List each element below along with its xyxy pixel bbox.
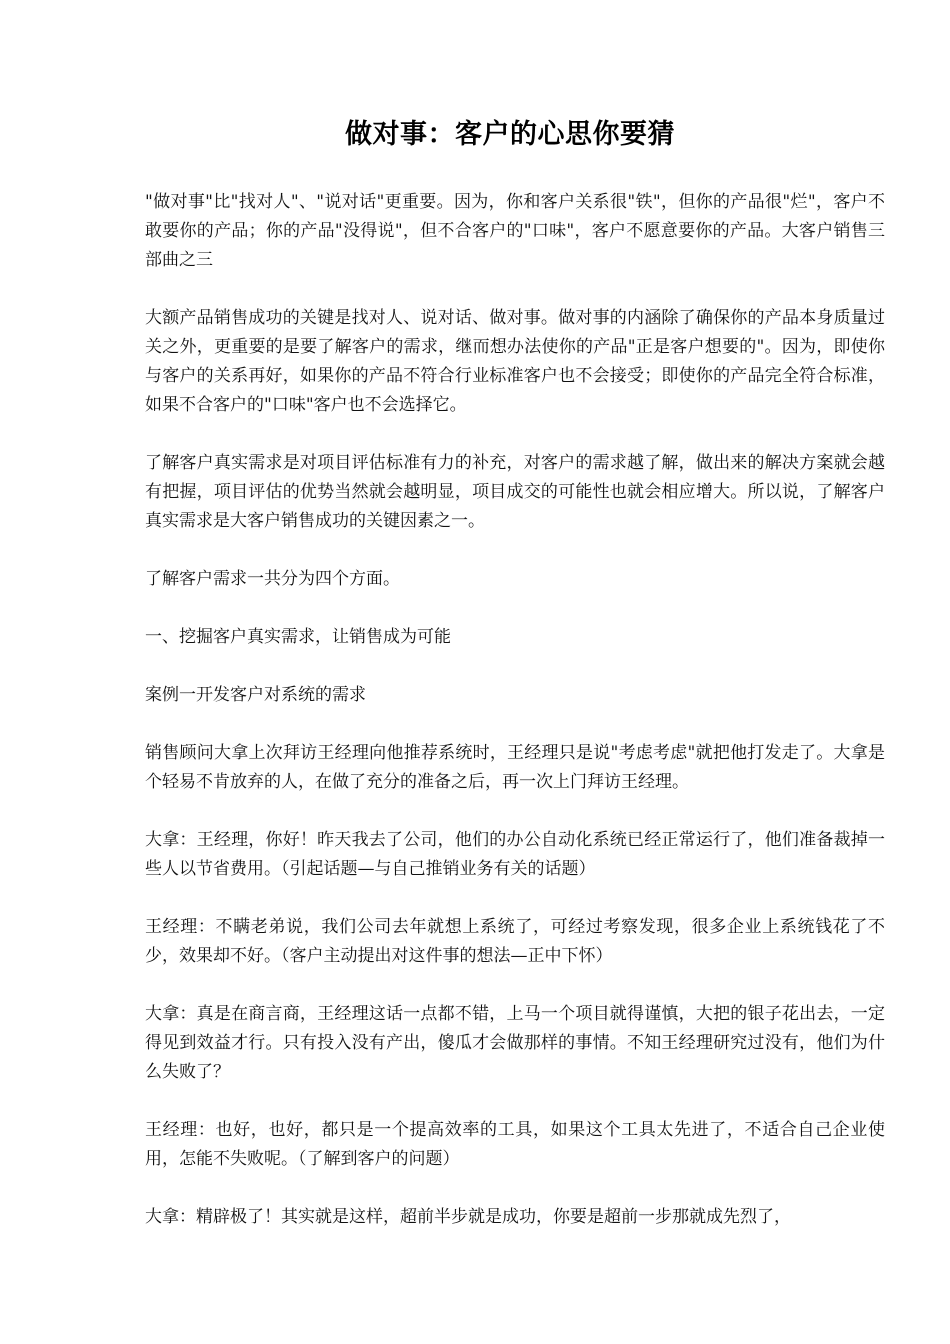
dialogue-line: 大拿：王经理，你好！昨天我去了公司，他们的办公自动化系统已经正常运行了，他们准备裁掉一些人以节省费用。（引起话题—与自己推销业务有关的话题）: [145, 830, 885, 879]
dialogue-line: 大拿：真是在商言商，王经理这话一点都不错，上马一个项目就得谨慎，大把的银子花出去，一定得见到效益才行。只有投入没有产出，傻瓜才会做那样的事情。不知王经理研究过没有，他们为什么失败了？: [145, 1004, 885, 1082]
case-heading: 案例一开发客户对系统的需求: [145, 685, 366, 705]
paragraph-intro: "做对事"比"找对人"、"说对话"更重要。因为，你和客户关系很"铁"，但你的产品很"烂"，客户不敢要你的产品；你的产品"没得说"，但不合客户的"口味"，客户不愿意要你的产品。大客户销售三部曲之三: [145, 192, 885, 270]
dialogue-line: 王经理：也好，也好，都只是一个提高效率的工具，如果这个工具太先进了，不适合自己企业使用，怎能不失败呢。（了解到客户的问题）: [145, 1120, 885, 1169]
dialogue-line: 王经理：不瞒老弟说，我们公司去年就想上系统了，可经过考察发现，很多企业上系统钱花了不少，效果却不好。（客户主动提出对这件事的想法—正中下怀）: [145, 917, 885, 966]
paragraph-four-aspects: 了解客户需求一共分为四个方面。: [145, 569, 400, 589]
dialogue-line: 大拿：精辟极了！其实就是这样，超前半步就是成功，你要是超前一步那就成先烈了，: [145, 1207, 791, 1227]
paragraph-customer-needs: 了解客户真实需求是对项目评估标准有力的补充，对客户的需求越了解，做出来的解决方案就会越有把握，项目评估的优势当然就会越明显，项目成交的可能性也就会相应增大。所以说，了解客户真实需求是大客户销售成功的关键因素之一。: [145, 453, 885, 531]
paragraph-key-success: 大额产品销售成功的关键是找对人、说对话、做对事。做对事的内涵除了确保你的产品本身质量过关之外，更重要的是要了解客户的需求，继而想办法使你的产品"正是客户想要的"。因为，即使你与客户的关系再好，如果你的产品不符合行业标准客户也不会接受；即使你的产品完全符合标准，如果不合客户的"口味"客户也不会选择它。: [145, 308, 885, 415]
paragraph-case-intro: 销售顾问大拿上次拜访王经理向他推荐系统时，王经理只是说"考虑考虑"就把他打发走了。大拿是个轻易不肯放弃的人，在做了充分的准备之后，再一次上门拜访王经理。: [145, 743, 885, 792]
document-title: 做对事：客户的心思你要猜: [345, 119, 675, 150]
section-heading-one: 一、挖掘客户真实需求，让销售成为可能: [145, 627, 451, 647]
document-body: [145, 188, 885, 1261]
